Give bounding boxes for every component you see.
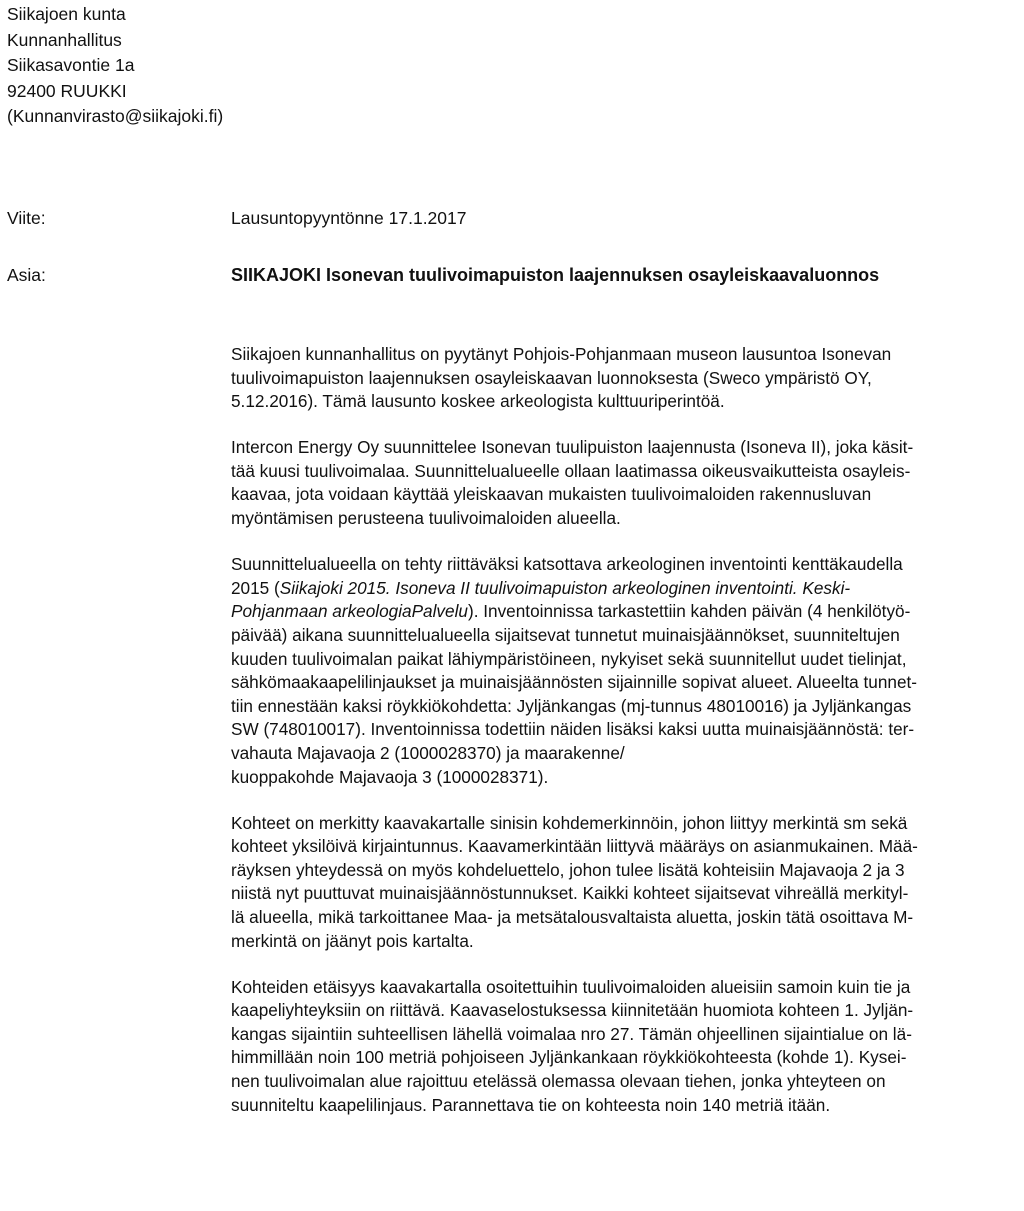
text-line: nen tuulivoimalan alue rajoittuu etelässä olemassa olevaan tiehen, jonka yhteyteen on [231, 1071, 886, 1092]
citation-title: Siikajoki 2015. Isoneva II tuulivoimapuiston arkeologinen inventointi. Keski- [279, 577, 851, 598]
text-line: Intercon Energy Oy suunnittelee Isonevan tuulipuiston laajennusta (Isoneva II), joka käsit- [231, 437, 914, 458]
subject-title: SIIKAJOKI Isonevan tuulivoimapuiston laajennuksen osayleiskaavaluonnos [231, 265, 880, 285]
citation-suffix: ). Inventoinnissa tarkastettiin kahden päivän (4 henkilötyö- [467, 601, 911, 622]
paragraph-distances [231, 976, 1011, 1118]
citation-prefix: 2015 ( [231, 577, 280, 598]
text-line: himmillään noin 100 metriä pohjoiseen Jyljänkankaan röykkiökohteesta (kohde 1). Kysei- [231, 1047, 907, 1068]
text-line: tää kuusi tuulivoimalaa. Suunnittelualueelle ollaan laatimassa oikeusvaikutteista osayleis- [231, 460, 911, 481]
text-line: kuoppakohde Majavaoja 3 (1000028371). [231, 766, 549, 787]
reference-label: Viite: [7, 208, 46, 228]
address-line: Siikajoen kunta [7, 4, 126, 24]
text-line: Suunnittelualueella on tehty riittäväksi katsottava arkeologinen inventointi kenttäkaudella [231, 554, 903, 575]
text-line: päivää) aikana suunnittelualueella sijaitsevat tunnetut muinaisjäännökset, suunniteltujen [231, 624, 900, 645]
text-line: lä alueella, mikä tarkoittanee Maa- ja metsätalousvaltaista aluetta, joskin tätä osoittava M- [231, 906, 914, 927]
text-line: 5.12.2016). Tämä lausunto koskee arkeologista kulttuuriperintöä. [231, 391, 725, 412]
letter-body [231, 343, 1011, 1140]
text-line: kangas sijaintiin suhteellisen lähellä voimalaa nro 27. Tämän ohjeellinen sijaintialue on lä- [231, 1023, 912, 1044]
text-line: kuuden tuulivoimalan paikat lähiympäristöineen, nykyiset sekä suunnitellut uudet tielinjat, [231, 648, 907, 669]
text-line: suunniteltu kaapelilinjaus. Parannettava tie on kohteesta noin 140 metriä itään. [231, 1094, 831, 1115]
text-line: kaapeliyhteyksiin on riittävä. Kaavaselostuksessa kiinnitetään huomiota kohteen 1. Jyljän- [231, 1000, 914, 1021]
text-line: räyksen yhteydessä on myös kohdeluettelo, johon tulee lisätä kohteisiin Majavaoja 2 ja 3 [231, 859, 905, 880]
subject-label: Asia: [7, 265, 46, 285]
text-line: sähkömaakaapelilinjaukset ja muinaisjäännösten sijainnille sopivat alueet. Alueelta tunnet- [231, 672, 918, 693]
address-line: Kunnanhallitus [7, 29, 122, 50]
address-line: Siikasavontie 1a [7, 55, 135, 75]
citation-publisher: Pohjanmaan arkeologiaPalvelu [231, 601, 468, 622]
paragraph-map-markings [231, 812, 1011, 954]
paragraph-project [231, 436, 1011, 530]
text-line: myöntämisen perusteena tuulivoimaloiden alueella. [231, 508, 621, 529]
address-line: 92400 RUUKKI [7, 80, 127, 101]
text-line: niistä nyt puuttuvat muinaisjäännöstunnukset. Kaikki kohteet sijaitsevat vihreällä merkityl- [231, 883, 909, 904]
paragraph-inventory [231, 553, 1011, 789]
reference-value: Lausuntopyyntönne 17.1.2017 [231, 208, 467, 228]
text-line: Siikajoen kunnanhallitus on pyytänyt Pohjois-Pohjanmaan museon lausuntoa Isonevan [231, 344, 892, 364]
citation-line [231, 600, 1011, 624]
text-line: tuulivoimapuiston laajennuksen osayleiskaavan luonnoksesta (Sweco ympäristö OY, [231, 367, 872, 388]
text-line: kohteet yksilöivä kirjaintunnus. Kaavamerkintään liittyvä määräys on asianmukainen. Mää- [231, 836, 918, 857]
text-line: SW (748010017). Inventoinnissa todettiin näiden lisäksi kaksi uutta muinaisjäännöstä: ter- [231, 719, 915, 740]
paragraph-intro [231, 343, 1011, 414]
citation-line [231, 577, 1011, 601]
recipient-address [7, 2, 223, 130]
text-line: Kohteet on merkitty kaavakartalle sinisin kohdemerkinnöin, johon liittyy merkintä sm sekä [231, 812, 908, 833]
text-line: tiin ennestään kaksi röykkiökohdetta: Jyljänkangas (mj-tunnus 48010016) ja Jyljänkangas [231, 695, 912, 716]
address-email-line: (Kunnanvirasto@siikajoki.fi) [7, 106, 224, 126]
text-line: merkintä on jäänyt pois kartalta. [231, 930, 474, 951]
text-line: Kohteiden etäisyys kaavakartalla osoitettuihin tuulivoimaloiden alueisiin samoin kuin tie ja [231, 976, 911, 997]
text-line: kaavaa, jota voidaan käyttää yleiskaavan mukaisten tuulivoimaloiden rakennusluvan [231, 484, 872, 505]
text-line: vahauta Majavaoja 2 (1000028370) ja maarakenne/ [231, 742, 625, 763]
